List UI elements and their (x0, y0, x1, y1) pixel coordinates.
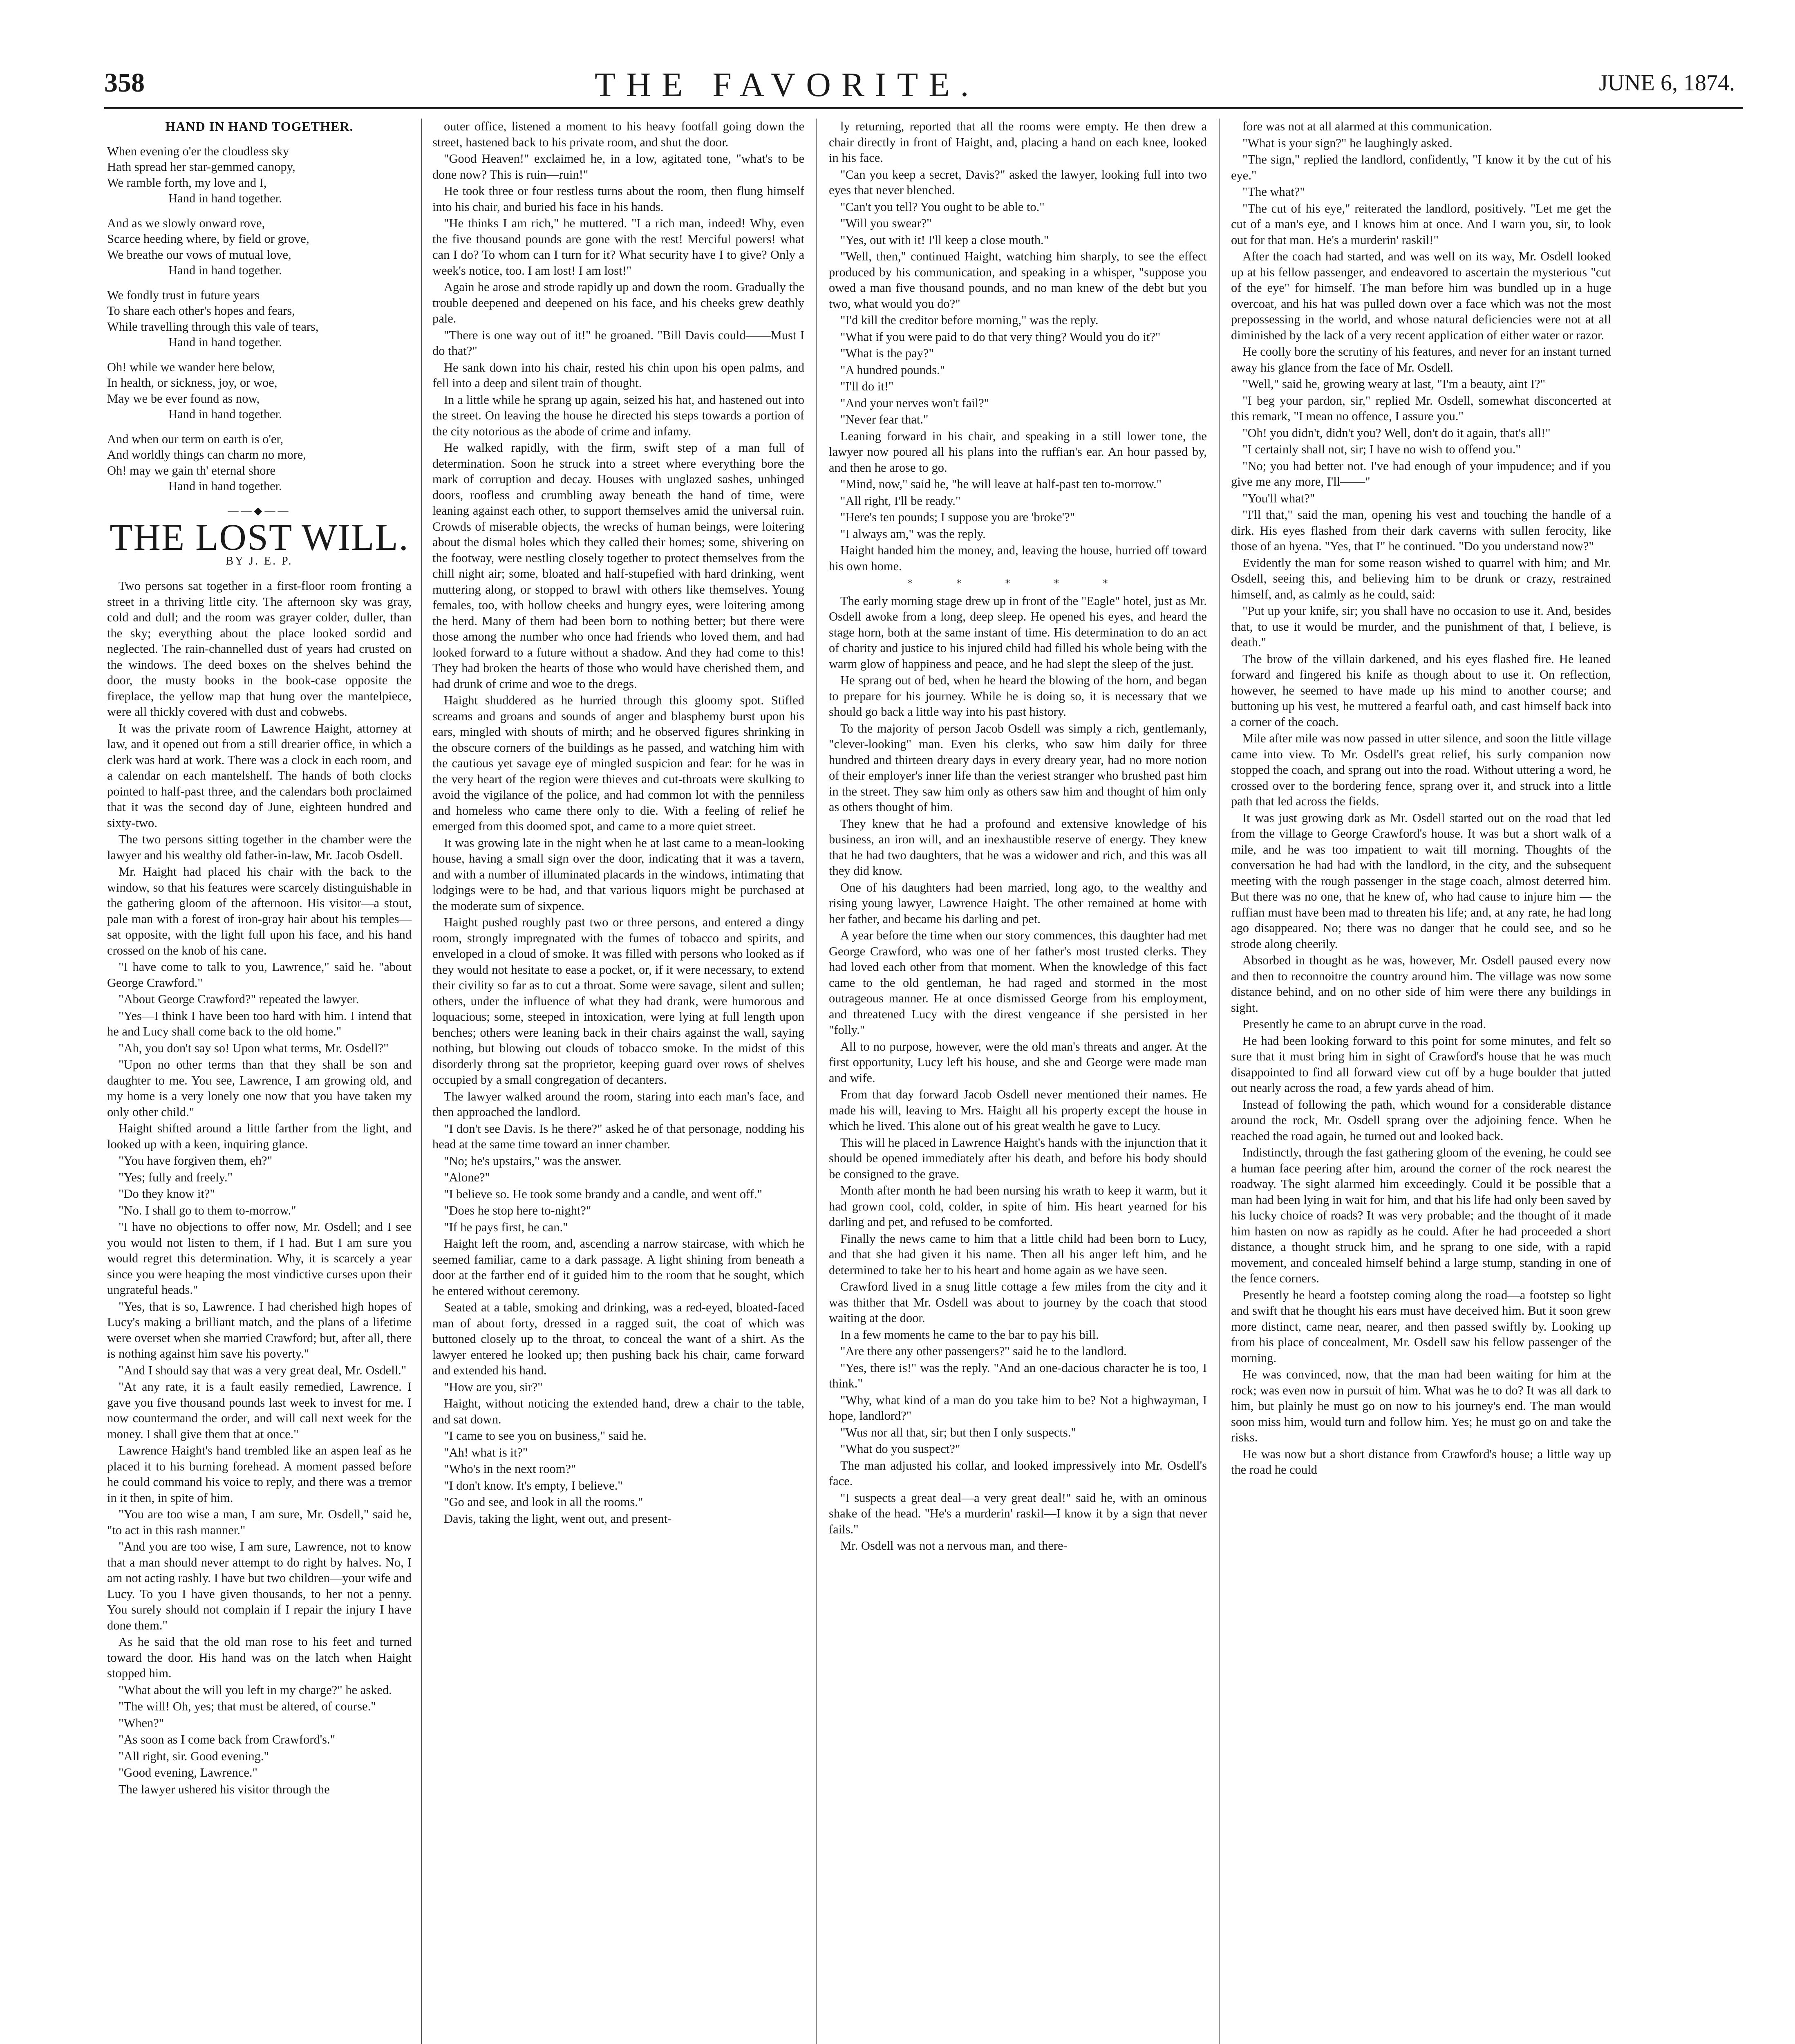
paragraph: "No; you had better not. I've had enough of your impudence; and if you give me any more, I'll——" (1231, 459, 1611, 489)
paragraph: "I don't see Davis. Is he there?" asked he of that personage, nodding his head at the same time toward an inner chamber. (432, 1121, 804, 1151)
column-rule (816, 119, 817, 2044)
paragraph: Mr. Haight had placed his chair with the back to the window, so that his features were scarcely distinguishable in the gathering gloom of the afternoon. His visitor—a stout, pale man with a forest of iron-gray hair about his temples—sat opposite, with the light full upon his face, and his hand crossed on the knob of his cane. (107, 865, 412, 957)
paragraph: "Why, what kind of a man do you take him to be? Not a highwayman, I hope, landlord?" (829, 1393, 1207, 1423)
paragraph: Absorbed in thought as he was, however, Mr. Osdell paused every now and then to reconnoitre the country around him. The village was now some distance behind, and on no other side of him were there any buildings in sight. (1231, 953, 1611, 1015)
paragraph: Indistinctly, through the fast gathering gloom of the evening, he could see a human face peering after him, around the corner of the rock nearest the roadway. The sight alarmed him exceedingly. Could it be possible that a man had been lying in wait for him, and that his life had only been saved by his lucky choice of roads? It was very probable; and the thought of it made him hasten on now as rapidly as he could. After he had proceeded a short distance, a thought struck him, and he sprang to one side, with a rapid movement, and concealed himself behind a large stump, standing in one of the fence corners. (1231, 1145, 1611, 1285)
paragraph: Presently he heard a footstep coming along the road—a footstep so light and swift that he thought his ears must have deceived him. But it soon grew more distinct, came near, nearer, and then passed swiftly by. Looking up from his place of concealment, Mr. Osdell saw his fellow passenger of the morning. (1231, 1288, 1611, 1365)
paragraph: He sank down into his chair, rested his chin upon his open palms, and fell into a deep and silent train of thought. (432, 360, 804, 390)
paragraph: "Never fear that." (840, 412, 929, 426)
paragraph: "And your nerves won't fail?" (840, 396, 989, 410)
poem (107, 119, 412, 494)
paragraph: The lawyer ushered his visitor through the (119, 1782, 330, 1796)
paragraph: "I suspects a great deal—a very great deal!" said he, with an ominous shake of the head. "He's a murderin' raskil—I know it by a sign that never fails." (829, 1490, 1207, 1536)
poem-line: We breathe our vows of mutual love, (107, 247, 291, 262)
column-rule (1219, 119, 1220, 2044)
paragraph: He took three or four restless turns about the room, then flung himself into his chair, and buried his face in his hands. (432, 184, 804, 214)
paragraph: fore was not at all alarmed at this communication. (1242, 119, 1492, 133)
paragraph: Finally the news came to him that a little child had been born to Lucy, and that she had given it his name. Then all his anger left him, and he determined to take her to his heart and home again as we have seen. (829, 1231, 1207, 1277)
paragraph: "I'll that," said the man, opening his vest and touching the handle of a dirk. His eyes flashed from their dark caverns with sullen ferocity, like those of an hyena. "Yes, that I" he continued. "Do you understand now?" (1231, 508, 1611, 553)
paragraph: A year before the time when our story commences, this daughter had met George Crawford, who was one of her father's most trusted clerks. They had loved each other from that moment. When the knowledge of this fact came to the old gentleman, he had raged and stormed in the most outrageous manner. He at once dismissed George from his employment, and threatened Lucy with the direst vengeance if she persisted in her "folly." (829, 928, 1207, 1037)
paragraph: "As soon as I come back from Crawford's." (119, 1732, 336, 1746)
paragraph: "And you are too wise, I am sure, Lawrence, not to know that a man should never attempt to do right by halves. No, I am not acting rashly. I have but two children—your wife and Lucy. To you I have given thousands, to her not a penny. You surely should not complain if I repair the injury I have done them." (107, 1540, 412, 1632)
poem-stanza (107, 287, 412, 350)
paragraph: He coolly bore the scrutiny of his features, and never for an instant turned away his glance from the face of Mr. Osdell. (1231, 345, 1611, 374)
poem-line: Scarce heeding where, by field or grove, (107, 232, 309, 246)
paragraph: The lawyer walked around the room, staring into each man's face, and then approached the landlord. (432, 1089, 804, 1119)
paragraph: "No. I shall go to them to-morrow." (119, 1203, 296, 1217)
column-1-text (107, 578, 412, 1797)
paragraph: "Ah! what is it?" (444, 1445, 528, 1459)
page-header (104, 67, 1739, 106)
paragraph: Two persons sat together in a first-floor room fronting a street in a thriving little city. The afternoon sky was gray, cold and dull; and the room was grayer colder, duller, than the sky; everything about the place looked sordid and neglected. The rain-channelled dust of years had crusted on the windows. The deed boxes on the shelves behind the door, the musty books in the book-case opposite the fireplace, the yellow map that hung over the mantelpiece, were all thickly covered with dust and cobwebs. (107, 579, 412, 719)
paragraph: "Ah, you don't say so! Upon what terms, Mr. Osdell?" (119, 1041, 389, 1055)
paragraph: The early morning stage drew up in front of the "Eagle" hotel, just as Mr. Osdell awoke from a long, deep sleep. He opened his eyes, and heard the stage horn, both at the same instant of time. His determination to do an act of charity and justice to his injured child had filled his whole being with the warm glow of happiness and peace, and he had slept the sleep of the just. (829, 594, 1207, 671)
paragraph: "I don't know. It's empty, I believe." (444, 1478, 623, 1493)
poem-line: Hand in hand together. (168, 263, 282, 277)
paragraph: "Yes, there is!" was the reply. "And an one-dacious character he is too, I think." (829, 1360, 1207, 1390)
section-ornament: ——◆—— (228, 504, 291, 517)
paragraph: outer office, listened a moment to his heavy footfall going down the street, hastened back to his private room, and shut the door. (432, 119, 804, 149)
paragraph: "Good Heaven!" exclaimed he, in a low, agitated tone, "what's to be done now? This is ruin—ruin!" (432, 152, 804, 182)
story-byline: BY J. E. P. (226, 554, 293, 567)
poem-stanza (107, 359, 412, 422)
masthead: THE FAVORITE. (595, 66, 980, 104)
poem-stanza (107, 143, 412, 206)
paragraph: He walked rapidly, with the firm, swift step of a man full of determination. Soon he struck into a street where everything bore the mark of corruption and decay. Houses with unglazed sashes, unhinged doors, roofless and crumbling away beneath the hand of time, were leaning against each other, to support themselves amid the universal ruin. Crowds of miserable objects, the wrecks of human beings, were loitering about the dismal holes which they called their homes; some, shivering on the footway, were nestling closely together to protect themselves from the chill night air; some, bloated and half-stupefied with hard drinking, went muttering along, or stopped to brawl with others like themselves. Young females, too, with hollow cheeks and hungry eyes, were loitering among the herd. Many of them had been born to nothing better; but there were those among the number who once had friends who loved them, and had looked forward to a future without a shadow. And they had come to this! They had broken the hearts of those who would have cherished them, and had drunk of crime and woe to the dregs. (432, 441, 804, 691)
paragraph: "The will! Oh, yes; that must be altered, of course." (119, 1699, 376, 1713)
column-2 (432, 119, 804, 2044)
column-3 (829, 119, 1207, 2044)
paragraph: "I beg your pardon, sir," replied Mr. Osdell, somewhat disconcerted at this remark, "I mean no offence, I assure you." (1231, 393, 1611, 423)
paragraph: Seated at a table, smoking and drinking, was a red-eyed, bloated-faced man of about forty, dressed in a ragged suit, the coat of which was buttoned closely up to the throat, to conceal the want of a shirt. As the lawyer entered he looked up; then pushing back his chair, came forward and extended his hand. (432, 1300, 804, 1377)
column-1 (107, 119, 412, 2044)
paragraph: "A hundred pounds." (840, 363, 945, 377)
paragraph: "I'd kill the creditor before morning," was the reply. (840, 313, 1099, 327)
paragraph: "Who's in the next room?" (444, 1462, 576, 1476)
paragraph: "Yes, out with it! I'll keep a close mouth." (840, 233, 1049, 247)
paragraph: "Go and see, and look in all the rooms." (444, 1495, 643, 1509)
paragraph: "And I should say that was a very great deal, Mr. Osdell." (119, 1363, 407, 1377)
paragraph: One of his daughters had been married, long ago, to the wealthy and rising young lawyer, Lawrence Haight. The other remained at home with her father, and became his darling and pet. (829, 880, 1207, 926)
paragraph: Mr. Osdell was not a nervous man, and there- (840, 1539, 1068, 1553)
paragraph: "Here's ten pounds; I suppose you are 'broke'?" (840, 510, 1075, 524)
paragraph: "Can you keep a secret, Davis?" asked the lawyer, looking full into two eyes that never blenched. (829, 167, 1207, 197)
poem-line: In health, or sickness, joy, or woe, (107, 376, 278, 390)
paragraph: Lawrence Haight's hand trembled like an aspen leaf as he placed it to his burning forehead. A moment passed before he could command his voice to reply, and there was a tremor in it then, in spite of him. (107, 1443, 412, 1505)
poem-line: Hand in hand together. (168, 335, 282, 349)
paragraph: "What about the will you left in my charge?" he asked. (119, 1683, 392, 1697)
paragraph: "I certainly shall not, sir; I have no wish to offend you." (1242, 442, 1521, 456)
paragraph: "Well, then," continued Haight, watching him sharply, to see the effect produced by his communication, and speaking in a whisper, "suppose you owed a man five thousand pounds, and no man knew of the debt but you two, what would you do?" (829, 249, 1207, 311)
story-title: THE LOST WILL. (110, 516, 409, 558)
paragraph: Crawford lived in a snug little cottage a few miles from the city and it was thither that Mr. Osdell was about to journey by the coach that stood waiting at the door. (829, 1280, 1207, 1325)
paragraph: Presently he came to an abrupt curve in the road. (1242, 1017, 1486, 1031)
poem-line: To share each other's hopes and fears, (107, 304, 295, 318)
paragraph: The man adjusted his collar, and looked impressively into Mr. Osdell's face. (829, 1458, 1207, 1488)
poem-line: Oh! may we gain th' eternal shore (107, 463, 276, 477)
paragraph: "The sign," replied the landlord, confidently, "I know it by the cut of his eye." (1231, 152, 1611, 182)
paragraph: The brow of the villain darkened, and his eyes flashed fire. He leaned forward and fingered his knife as though about to use it. On reflection, however, he seemed to have made up his mind to another course; and buttoning up his vest, he muttered a fearful oath, and cast himself back into a corner of the coach. (1231, 652, 1611, 729)
paragraph: They knew that he had a profound and extensive knowledge of his business, an iron will, and an inexhaustible reserve of energy. They knew that he had two daughters, that he was a widower and rich, and this was all they did know. (829, 816, 1207, 878)
paragraph: "I'll do it!" (840, 379, 894, 393)
column-4 (1231, 119, 1611, 2044)
poem-line: Hand in hand together. (168, 479, 282, 493)
poem-line: We ramble forth, my love and I, (107, 175, 267, 190)
paragraph: "No; he's upstairs," was the answer. (444, 1154, 622, 1168)
paragraph: Haight shifted around a little farther from the light, and looked up with a keen, inquiring glance. (107, 1121, 412, 1151)
paragraph: "I have no objections to offer now, Mr. Osdell; and I see you would not listen to them, if I had. But I am sure you would regret this determination. Why, it is scarcely a year since you were heaping the most vindictive curses upon their ungrateful heads." (107, 1220, 412, 1297)
poem-line: May we be ever found as now, (107, 391, 260, 406)
paragraph: "Alone?" (444, 1170, 490, 1184)
paragraph: "The what?" (1242, 185, 1305, 199)
paragraph: "You'll what?" (1242, 491, 1315, 505)
poem-stanzas (107, 143, 412, 494)
paragraph: This will he placed in Lawrence Haight's hands with the injunction that it should be opened immediately after his death, and before his body should be consigned to the grave. (829, 1135, 1207, 1181)
paragraph: "If he pays first, he can." (444, 1220, 568, 1234)
paragraph: "What is the pay?" (840, 346, 934, 360)
paragraph: Instead of following the path, which wound for a considerable distance around the rock, Mr. Osdell sprang over the adjoining fence. When he reached the road again, he turned out and looked back. (1231, 1097, 1611, 1143)
paragraph: "About George Crawford?" repeated the lawyer. (119, 992, 359, 1006)
issue-date: JUNE 6, 1874. (1599, 70, 1735, 96)
paragraph: In a little while he sprang up again, seized his hat, and hastened out into the street. On leaving the house he directed his steps towards a portion of the city notorious as the abode of crime and infamy. (432, 392, 804, 438)
paragraph: "Upon no other terms than that they shall be son and daughter to me. You see, Lawrence, I am growing old, and my home is a very lonely one now that you have taken my only other child." (107, 1058, 412, 1119)
paragraph: "I believe so. He took some brandy and a candle, and went off." (444, 1187, 762, 1201)
paragraph: "Does he stop here to-night?" (444, 1204, 591, 1217)
poem-stanza (107, 215, 412, 278)
paragraph: The two persons sitting together in the chamber were the lawyer and his wealthy old father-in-law, Mr. Jacob Osdell. (107, 832, 412, 862)
paragraph: It was just growing dark as Mr. Osdell started out on the road that led from the village to George Crawford's house. It was but a short walk of a mile, and he was too impatient to wait till morning. Thoughts of the conversation he had had with the landlord, in the city, and the subsequent meeting with the rough passenger in the stage coach, almost deterred him. But there was no one, that he knew of, who had cause to injure him — the ruffian must have been mad to threaten his life; and, at any rate, he had long ago disappeared. No; there was no danger that he could see, and so he strode along cheerily. (1231, 811, 1611, 951)
paragraph: "What do you suspect?" (840, 1442, 960, 1456)
poem-line: When evening o'er the cloudless sky (107, 144, 289, 158)
paragraph: "Can't you tell? You ought to be able to." (840, 199, 1045, 214)
poem-line: Oh! while we wander here below, (107, 360, 275, 374)
paragraph: "Good evening, Lawrence." (119, 1766, 257, 1780)
paragraph: It was growing late in the night when he at last came to a mean-looking house, having a small sign over the door, indicating that it was a tavern, and with a number of illuminated placards in the windows, intimating that lodgings were to be had, and that various liquors might be purchased at the moderate sum of sixpence. (432, 836, 804, 913)
paragraph: "When?" (119, 1716, 164, 1730)
paragraph: He had been looking forward to this point for some minutes, and felt so sure that it must bring him in sight of Crawford's house that he was much disappointed to find all forward view cut off by a huge boulder that jutted out nearly across the road, a few yards ahead of him. (1231, 1033, 1611, 1095)
poem-line: While travelling through this vale of tears, (107, 319, 319, 334)
paragraph: "Well," said he, growing weary at last, "I'm a beauty, aint I?" (1242, 377, 1546, 391)
paragraph: Mile after mile was now passed in utter silence, and soon the little village came into view. To Mr. Osdell's great relief, his surly companion now stopped the coach, and sprang out into the road. Without uttering a word, he crossed over to the bordering fence, sprang over it, and struck into a little path that led across the fields. (1231, 731, 1611, 808)
poem-line: Hand in hand together. (168, 407, 282, 421)
paragraph: Leaning forward in his chair, and speaking in a still lower tone, the lawyer now poured all his plans into the ruffian's ear. An hour passed by, and then he arose to go. (829, 429, 1207, 475)
paragraph: "What is your sign?" he laughingly asked. (1242, 136, 1453, 150)
paragraph: "Are there any other passengers?" said he to the landlord. (840, 1344, 1127, 1358)
paragraph: It was the private room of Lawrence Haight, attorney at law, and it opened out from a still drearier office, in which a clerk was hard at work. There was a clock in each room, and a calendar on each mantelshelf. The hands of both clocks pointed to half-past three, and the calendars both proclaimed that it was the second day of June, eighteen hundred and sixty-two. (107, 721, 412, 830)
paragraph: From that day forward Jacob Osdell never mentioned their names. He made his will, leaving to Mrs. Haight all his property except the house in which he lived. This alone out of his great wealth he gave to Lucy. (829, 1087, 1207, 1133)
paragraph: "Wus nor all that, sir; but then I only suspects." (840, 1425, 1076, 1439)
paragraph: He sprang out of bed, when he heard the blowing of the horn, and began to prepare for his journey. While he is doing so, it is necessary that we should go back a little way into his past history. (829, 673, 1207, 719)
paragraph: All to no purpose, however, were the old man's threats and anger. At the first opportunity, Lucy left his house, and she and George were made man and wife. (829, 1039, 1207, 1085)
paragraph: ly returning, reported that all the rooms were empty. He then drew a chair directly in front of Haight, and, placing a hand on each knee, looked in his face. (829, 119, 1207, 165)
paragraph: He was convinced, now, that the man had been waiting for him at the rock; was even now in pursuit of him. What was he to do? It was all dark to him, but plainly he must go on now to his journey's end. The man would soon miss him, would turn and follow him. Yes; he must go on and take the risks. (1231, 1367, 1611, 1444)
paragraph: Haight shuddered as he hurried through this gloomy spot. Stifled screams and groans and sounds of anger and blasphemy burst upon his ears, mingled with shouts of mirth; and he observed figures shrinking in the obscure corners of the buildings as he passed, and watching him with the cautious yet savage eye of mingled suspicion and fear: for he was in the very heart of the region were thieves and cut-throats were skulking to avoid the vigilance of the police, and had common lot with the penniless and homeless who came there only to die. With a feeling of relief he emerged from this doomed spot, and came to a more quiet street. (432, 693, 804, 833)
paragraph: "Yes; fully and freely." (119, 1170, 233, 1184)
paragraph: Haight pushed roughly past two or three persons, and entered a dingy room, strongly impregnated with the fumes of tobacco and spirits, and enveloped in a cloud of smoke. It was filled with persons who looked as if they would not hesitate to ease a pocket, or, if it were necessary, to extend their civility so far as to cut a throat. Some were savage, silent and sullen; others, under the influence of what they had drank, were humorous and loquacious; some, steeped in intoxication, were lying at full length upon benches; others were leaning back in their chairs against the wall, saying nothing, but blowing out clouds of tobacco smoke. In the midst of this disorderly throng sat the proprietor, keeping guard over rows of shelves occupied by a small congregation of decanters. (432, 915, 804, 1087)
paragraph: "Yes, that is so, Lawrence. I had cherished high hopes of Lucy's making a brilliant match, and the plans of a lifetime were overset when she married Crawford; but, after all, there is nothing against him save his poverty." (107, 1299, 412, 1360)
paragraph: "Put up your knife, sir; you shall have no occasion to use it. And, besides that, to use it would be murder, and the punishment of that, I believe, is death." (1231, 604, 1611, 649)
paragraph: "Do they know it?" (119, 1187, 215, 1201)
paragraph: "He thinks I am rich," he muttered. "I a rich man, indeed! Why, even the five thousand pounds are gone with the rest! Merciful powers! what can I do? To whom can I turn for it? What security have I to give? Only a week's notice, too. I am lost! I am lost!" (432, 216, 804, 278)
paragraph: In a few moments he came to the bar to pay his bill. (840, 1327, 1099, 1342)
paragraph: "All right, sir. Good evening." (119, 1749, 269, 1763)
paragraph: "You are too wise a man, I am sure, Mr. Osdell," said he, "to act in this rash manner." (107, 1507, 412, 1537)
paragraph: "The cut of his eye," reiterated the landlord, positively. "Let me get the cut of a man's eye, and I knows him at once. And I warn you, sir, to look out for that man. He's a murderin' raskil!" (1231, 201, 1611, 247)
paragraph: "How are you, sir?" (444, 1380, 543, 1394)
paragraph: Haight handed him the money, and, leaving the house, hurried off toward his own home. (829, 543, 1207, 573)
paragraph: "Will you swear?" (840, 216, 932, 230)
paragraph: Haight, without noticing the extended hand, drew a chair to the table, and sat down. (432, 1396, 804, 1426)
paragraph: "I always am," was the reply. (840, 527, 986, 541)
paragraph: "At any rate, it is a fault easily remedied, Lawrence. I gave you five thousand pounds last week to invest for me. I now countermand the order, and will call next week for the money. I shall give them that at once." (107, 1380, 412, 1441)
paragraph: Davis, taking the light, went out, and present- (444, 1511, 672, 1526)
paragraph: "What if you were paid to do that very thing? Would you do it?" (840, 329, 1161, 344)
poem-line: And when our term on earth is o'er, (107, 432, 284, 446)
paragraph: Month after month he had been nursing his wrath to keep it warm, but it had grown cool, cold, colder, in spite of him. His heart yearned for his darling and pet, and refused to be comforted. (829, 1183, 1207, 1229)
poem-title: HAND IN HAND TOGETHER. (165, 119, 354, 134)
poem-line: We fondly trust in future years (107, 288, 260, 302)
paragraph: "All right, I'll be ready." (840, 493, 961, 508)
section-break: * * * * * (907, 577, 1128, 589)
paragraph: Again he arose and strode rapidly up and down the room. Gradually the trouble deepened and deepened on his face, and his cheeks grew deathly pale. (432, 280, 804, 325)
paragraph: "There is one way out of it!" he groaned. "Bill Davis could——Must I do that?" (432, 328, 804, 358)
paragraph: "I came to see you on business," said he. (444, 1429, 647, 1443)
poem-stanza (107, 431, 412, 494)
header-rule (104, 107, 1743, 109)
paragraph: Haight left the room, and, ascending a narrow staircase, with which he seemed familiar, came to a dark passage. A light shining from beneath a door at the farther end of it guided him to the room that he sought, which he entered without ceremony. (432, 1237, 804, 1298)
paragraph: "I have come to talk to you, Lawrence," said he. "about George Crawford." (107, 960, 412, 990)
paragraph: As he said that the old man rose to his feet and turned toward the door. His hand was on the latch when Haight stopped him. (107, 1635, 412, 1680)
paragraph: Evidently the man for some reason wished to quarrel with him; and Mr. Osdell, seeing this, and believing him to be drunk or crazy, restrained himself, and, as calmly as he could, said: (1231, 556, 1611, 601)
paragraph: "Oh! you didn't, didn't you? Well, don't do it again, that's all!" (1242, 426, 1551, 440)
paragraph: "Yes—I think I have been too hard with him. I intend that he and Lucy shall come back to the old home." (107, 1009, 412, 1038)
poem-line: Hath spread her star-gemmed canopy, (107, 160, 295, 174)
poem-line: Hand in hand together. (168, 191, 282, 205)
paragraph: "You have forgiven them, eh?" (119, 1154, 273, 1168)
paragraph: To the majority of person Jacob Osdell was simply a rich, gentlemanly, "clever-looking" man. Even his clerks, who saw him daily for three hundred and thirteen dreary days in every dreary year, had no more notion of their employer's inner life than the veriest stranger who brushed past him in the street. They saw him only as others saw him and thought of him only as others thought of him. (829, 721, 1207, 814)
paragraph: "Mind, now," said he, "he will leave at half-past ten to-morrow." (840, 477, 1162, 491)
paragraph: After the coach had started, and was well on its way, Mr. Osdell looked up at his fellow passenger, and endeavored to ascertain the mysterious "cut of the eye" for himself. The man before him was bundled up in a huge overcoat, and his hat was pulled down over a face which was not the most prepossessing in the world, and whose natural deficiencies were not at all diminished by the lack of a very recent application of either water or razor. (1231, 249, 1611, 342)
poem-line: And as we slowly onward rove, (107, 216, 265, 230)
poem-line: And worldly things can charm no more, (107, 448, 307, 462)
page-number: 358 (104, 68, 145, 98)
paragraph: He was now but a short distance from Crawford's house; a little way up the road he could (1231, 1447, 1611, 1477)
column-rule (421, 119, 422, 2044)
